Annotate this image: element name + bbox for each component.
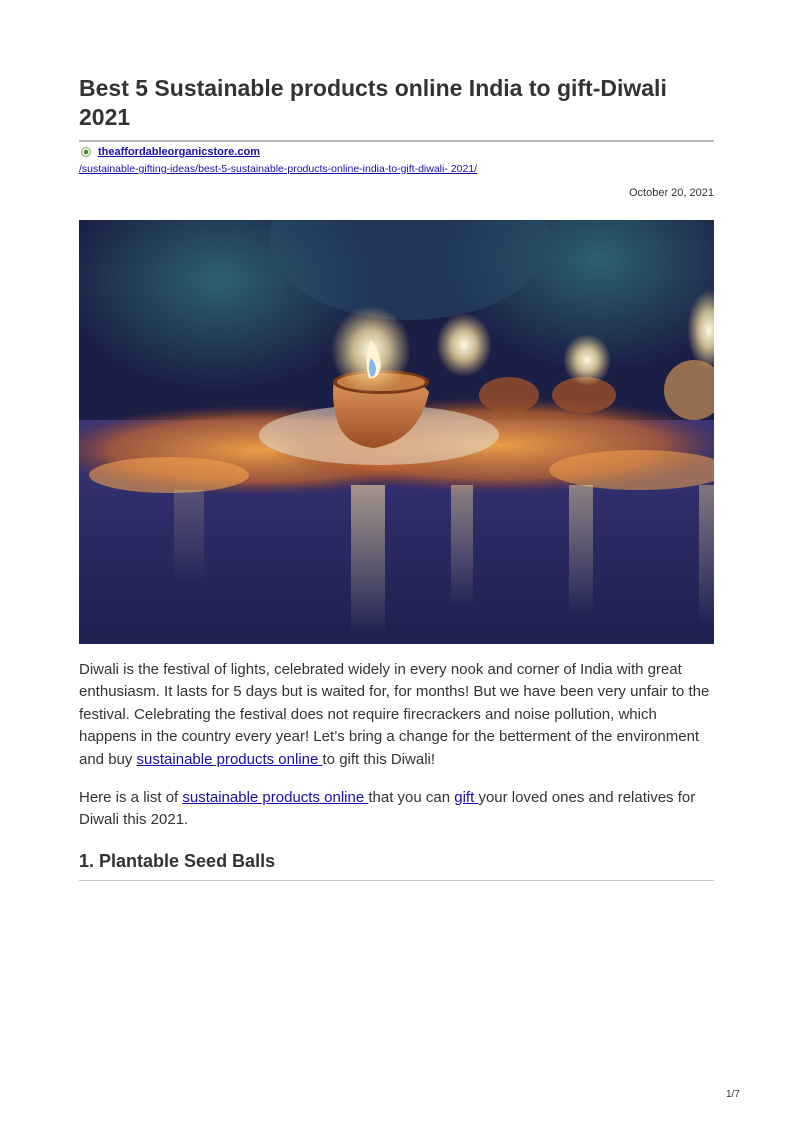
intro-text: Diwali is the festival of lights, celebrated widely in every nook and corner of India with great enthusiasm. It lasts for 5 days but is waited for, for months! But we have been very unfair to the festival. Celebrating the festival does not require firecrackers and noise pollution, which happens in the country every year! Let’s bring a change for the betterment of the environment and buy (79, 661, 710, 768)
hero-image (79, 220, 714, 644)
list-intro-paragraph (79, 787, 714, 832)
sustainable-products-link[interactable]: sustainable products online (136, 750, 323, 768)
intro-tail: to gift this Diwali! (322, 750, 436, 768)
publish-date: October 20, 2021 (628, 187, 714, 199)
leaf-logo-icon (81, 147, 91, 157)
source-site-link[interactable]: theaffordableorganicstore.com (98, 146, 260, 158)
section-heading: 1. Plantable Seed Balls (79, 851, 276, 871)
list-intro-lead: Here is a list of (79, 789, 183, 806)
title-divider (79, 140, 714, 142)
list-intro-tail: your loved ones and relatives for Diwali this 2021. (79, 789, 696, 829)
sustainable-products-link-2[interactable]: sustainable products online (182, 789, 369, 806)
page-number: 1/7 (726, 1089, 740, 1100)
source-path-link[interactable]: /sustainable-gifting-ideas/best-5-sustainable-products-online-india-to-gift-diwali- 2021/ (79, 163, 478, 175)
article-title: Best 5 Sustainable products online India to gift-Diwali 2021 (79, 75, 667, 130)
section-divider (79, 880, 714, 881)
list-intro-mid: that you can (368, 789, 455, 806)
gift-link[interactable]: gift (454, 789, 479, 806)
diya-photo (79, 220, 714, 644)
intro-paragraph (79, 659, 714, 771)
